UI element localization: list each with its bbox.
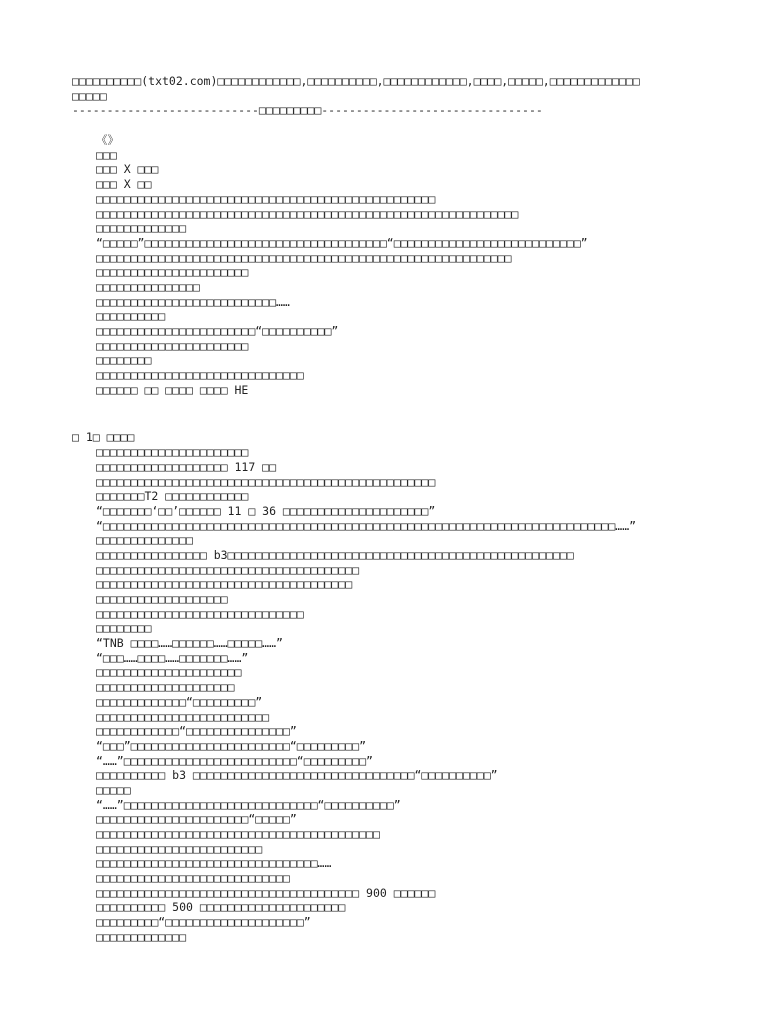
chapter-line: □□□□□□□□□□□□□□□□□□□□□□□□□□□□□□□□□□□□□□□□□□□□□□□□□ <box>96 474 436 489</box>
chapter-line: □□□□□□□□□□□□□□□□□□□□□□□□□□□□□□□□□□□□□□ 900 □□□□□□ <box>96 885 436 900</box>
chapter-line: □□□□□□□□□□□□□□□□□□□□ <box>96 680 235 695</box>
chapter-line: “□□□□□□□‘□□’□□□□□□ 11 □ 36 □□□□□□□□□□□□□□□□□□□□□” <box>96 503 436 518</box>
chapter-line: □□□□□□□□□□□□□□□□□□□□□ <box>96 665 242 680</box>
chapter-line: □□□□□□□□□□□□□□□□□□□□□□□□ <box>96 841 263 856</box>
chapter-line: □□□□□□□□ <box>96 621 152 636</box>
intro-line: □□□□□□□□□□□□□□□□□□□□□□□□□□…… <box>96 294 290 309</box>
intro-section <box>72 133 762 397</box>
spacer <box>72 118 762 133</box>
chapter-line: □□□□□□□□□“□□□□□□□□□□□□□□□□□□□□” <box>96 915 311 930</box>
chapter-line: □□□□□□□□□□□□□□□□□□□□□□□□□□□□□□□□□□□□□□ <box>96 562 360 577</box>
chapter-line: □□□□□□□□□□□□□□□□□□□□□□□□□□□□□□□□□□□□□ <box>96 577 353 592</box>
chapter-line: □□□□□□□T2 □□□□□□□□□□□□ <box>96 489 249 504</box>
intro-line: □□□□□□□□□□□□□ <box>96 221 187 236</box>
chapter-line: “□□□”□□□□□□□□□□□□□□□□□□□□□□□“□□□□□□□□□” <box>96 738 367 753</box>
intro-line: □□□□□□□□□□□□□□□□□□□□□□□□□□□□□□ <box>96 368 304 383</box>
chapter-line: “TNB □□□□……□□□□□□……□□□□□……” <box>96 636 283 651</box>
site-notice-line-continued: □□□□□ <box>72 88 107 103</box>
chapter-line: □□□□□□□□□□ 500 □□□□□□□□□□□□□□□□□□□□□ <box>96 900 346 915</box>
document-header <box>72 74 762 118</box>
chapter-line: □□□□□□□□□□ b3 □□□□□□□□□□□□□□□□□□□□□□□□□□□□□□□□“□□□□□□□□□□” <box>96 768 498 783</box>
chapter-section <box>72 430 762 944</box>
intro-line: □□□□□□ □□ □□□□ □□□□ HE <box>96 382 249 397</box>
chapter-line: □□□□□□□□□□□□□□ <box>96 533 193 548</box>
intro-line: □□□□□□□□□□□□□□□□□□□□□□□□□□□□□□□□□□□□□□□□□□□□□□□□□□□□□□□□□□□□ <box>96 250 512 265</box>
intro-line: □□□□□□□□□□□□□□□□□□□□□□□□□□□□□□□□□□□□□□□□□□□□□□□□□□□□□□□□□□□□□ <box>96 206 519 221</box>
chapter-line: □□□□□□□□□□□□□“□□□□□□□□□” <box>96 694 263 709</box>
chapter-line: “□□□□□□□□□□□□□□□□□□□□□□□□□□□□□□□□□□□□□□□□□□□□□□□□□□□□□□□□□□□□□□□□□□□□□□□□□□……” <box>96 518 637 533</box>
intro-line: □□□□□□□□□□□□□□□□□□□□□□ <box>96 265 249 280</box>
chapter-line: “……”□□□□□□□□□□□□□□□□□□□□□□□□□“□□□□□□□□□” <box>96 753 373 768</box>
chapter-line: □□□□□□□□□□□□□□□□□□□□□□□□□□□□□□ <box>96 606 304 621</box>
chapter-line: □□□□□□□□□□□□□□□□ b3□□□□□□□□□□□□□□□□□□□□□□□□□□□□□□□□□□□□□□□□□□□□□□□□□□ <box>96 547 574 562</box>
header-divider: ---------------------------□□□□□□□□□-------------------------------- <box>72 103 543 118</box>
intro-line: “□□□□□”□□□□□□□□□□□□□□□□□□□□□□□□□□□□□□□□□□□“□□□□□□□□□□□□□□□□□□□□□□□□□□□” <box>96 235 588 250</box>
site-notice-line: □□□□□□□□□□(txt02.com)□□□□□□□□□□□□,□□□□□□□□□□,□□□□□□□□□□□□,□□□□,□□□□□,□□□□□□□□□□□□□ <box>72 74 640 88</box>
chapter-line: □□□□□□□□□□□□“□□□□□□□□□□□□□□□” <box>96 724 297 739</box>
intro-line: □□□ X □□ <box>96 177 152 192</box>
spacer <box>72 397 762 430</box>
chapter-line: □□□□□ <box>96 782 131 797</box>
chapter-line: “□□□……□□□□……□□□□□□□……” <box>96 650 249 665</box>
intro-line: □□□□□□□□ <box>96 353 152 368</box>
intro-line: □□□□□□□□□□□□□□□ <box>96 279 200 294</box>
chapter-line: □□□□□□□□□□□□□□□□□□□ 117 □□ <box>96 459 277 474</box>
chapter-line: □□□□□□□□□□□□□□□□□□□ <box>96 592 228 606</box>
chapter-line: □□□□□□□□□□□□□ <box>96 929 187 944</box>
chapter-line: □□□□□□□□□□□□□□□□□□□□□□□□□□□□□□□□…… <box>96 856 332 871</box>
intro-line: □□□□□□□□□□□□□□□□□□□□□□ <box>96 338 249 353</box>
chapter-line: “……”□□□□□□□□□□□□□□□□□□□□□□□□□□□□“□□□□□□□□□□” <box>96 797 401 812</box>
document-page <box>72 74 762 945</box>
chapter-line: □□□□□□□□□□□□□□□□□□□□□□□□□□□□ <box>96 871 290 886</box>
intro-line: □□□ <box>96 147 117 162</box>
chapter-heading: □ 1□ □□□□ <box>72 430 135 445</box>
chapter-line: □□□□□□□□□□□□□□□□□□□□□□ <box>96 445 249 460</box>
intro-line: □□□□□□□□□□□□□□□□□□□□□□□“□□□□□□□□□□” <box>96 324 339 338</box>
chapter-line: □□□□□□□□□□□□□□□□□□□□□□□□□□□□□□□□□□□□□□□□□ <box>96 827 380 841</box>
chapter-line: □□□□□□□□□□□□□□□□□□□□□□“□□□□□” <box>96 812 297 827</box>
book-title: 《》 <box>96 133 119 148</box>
chapter-line: □□□□□□□□□□□□□□□□□□□□□□□□□ <box>96 709 270 724</box>
intro-line: □□□ X □□□ <box>96 162 159 177</box>
intro-line: □□□□□□□□□□ <box>96 309 166 324</box>
intro-line: □□□□□□□□□□□□□□□□□□□□□□□□□□□□□□□□□□□□□□□□□□□□□□□□□ <box>96 191 436 206</box>
